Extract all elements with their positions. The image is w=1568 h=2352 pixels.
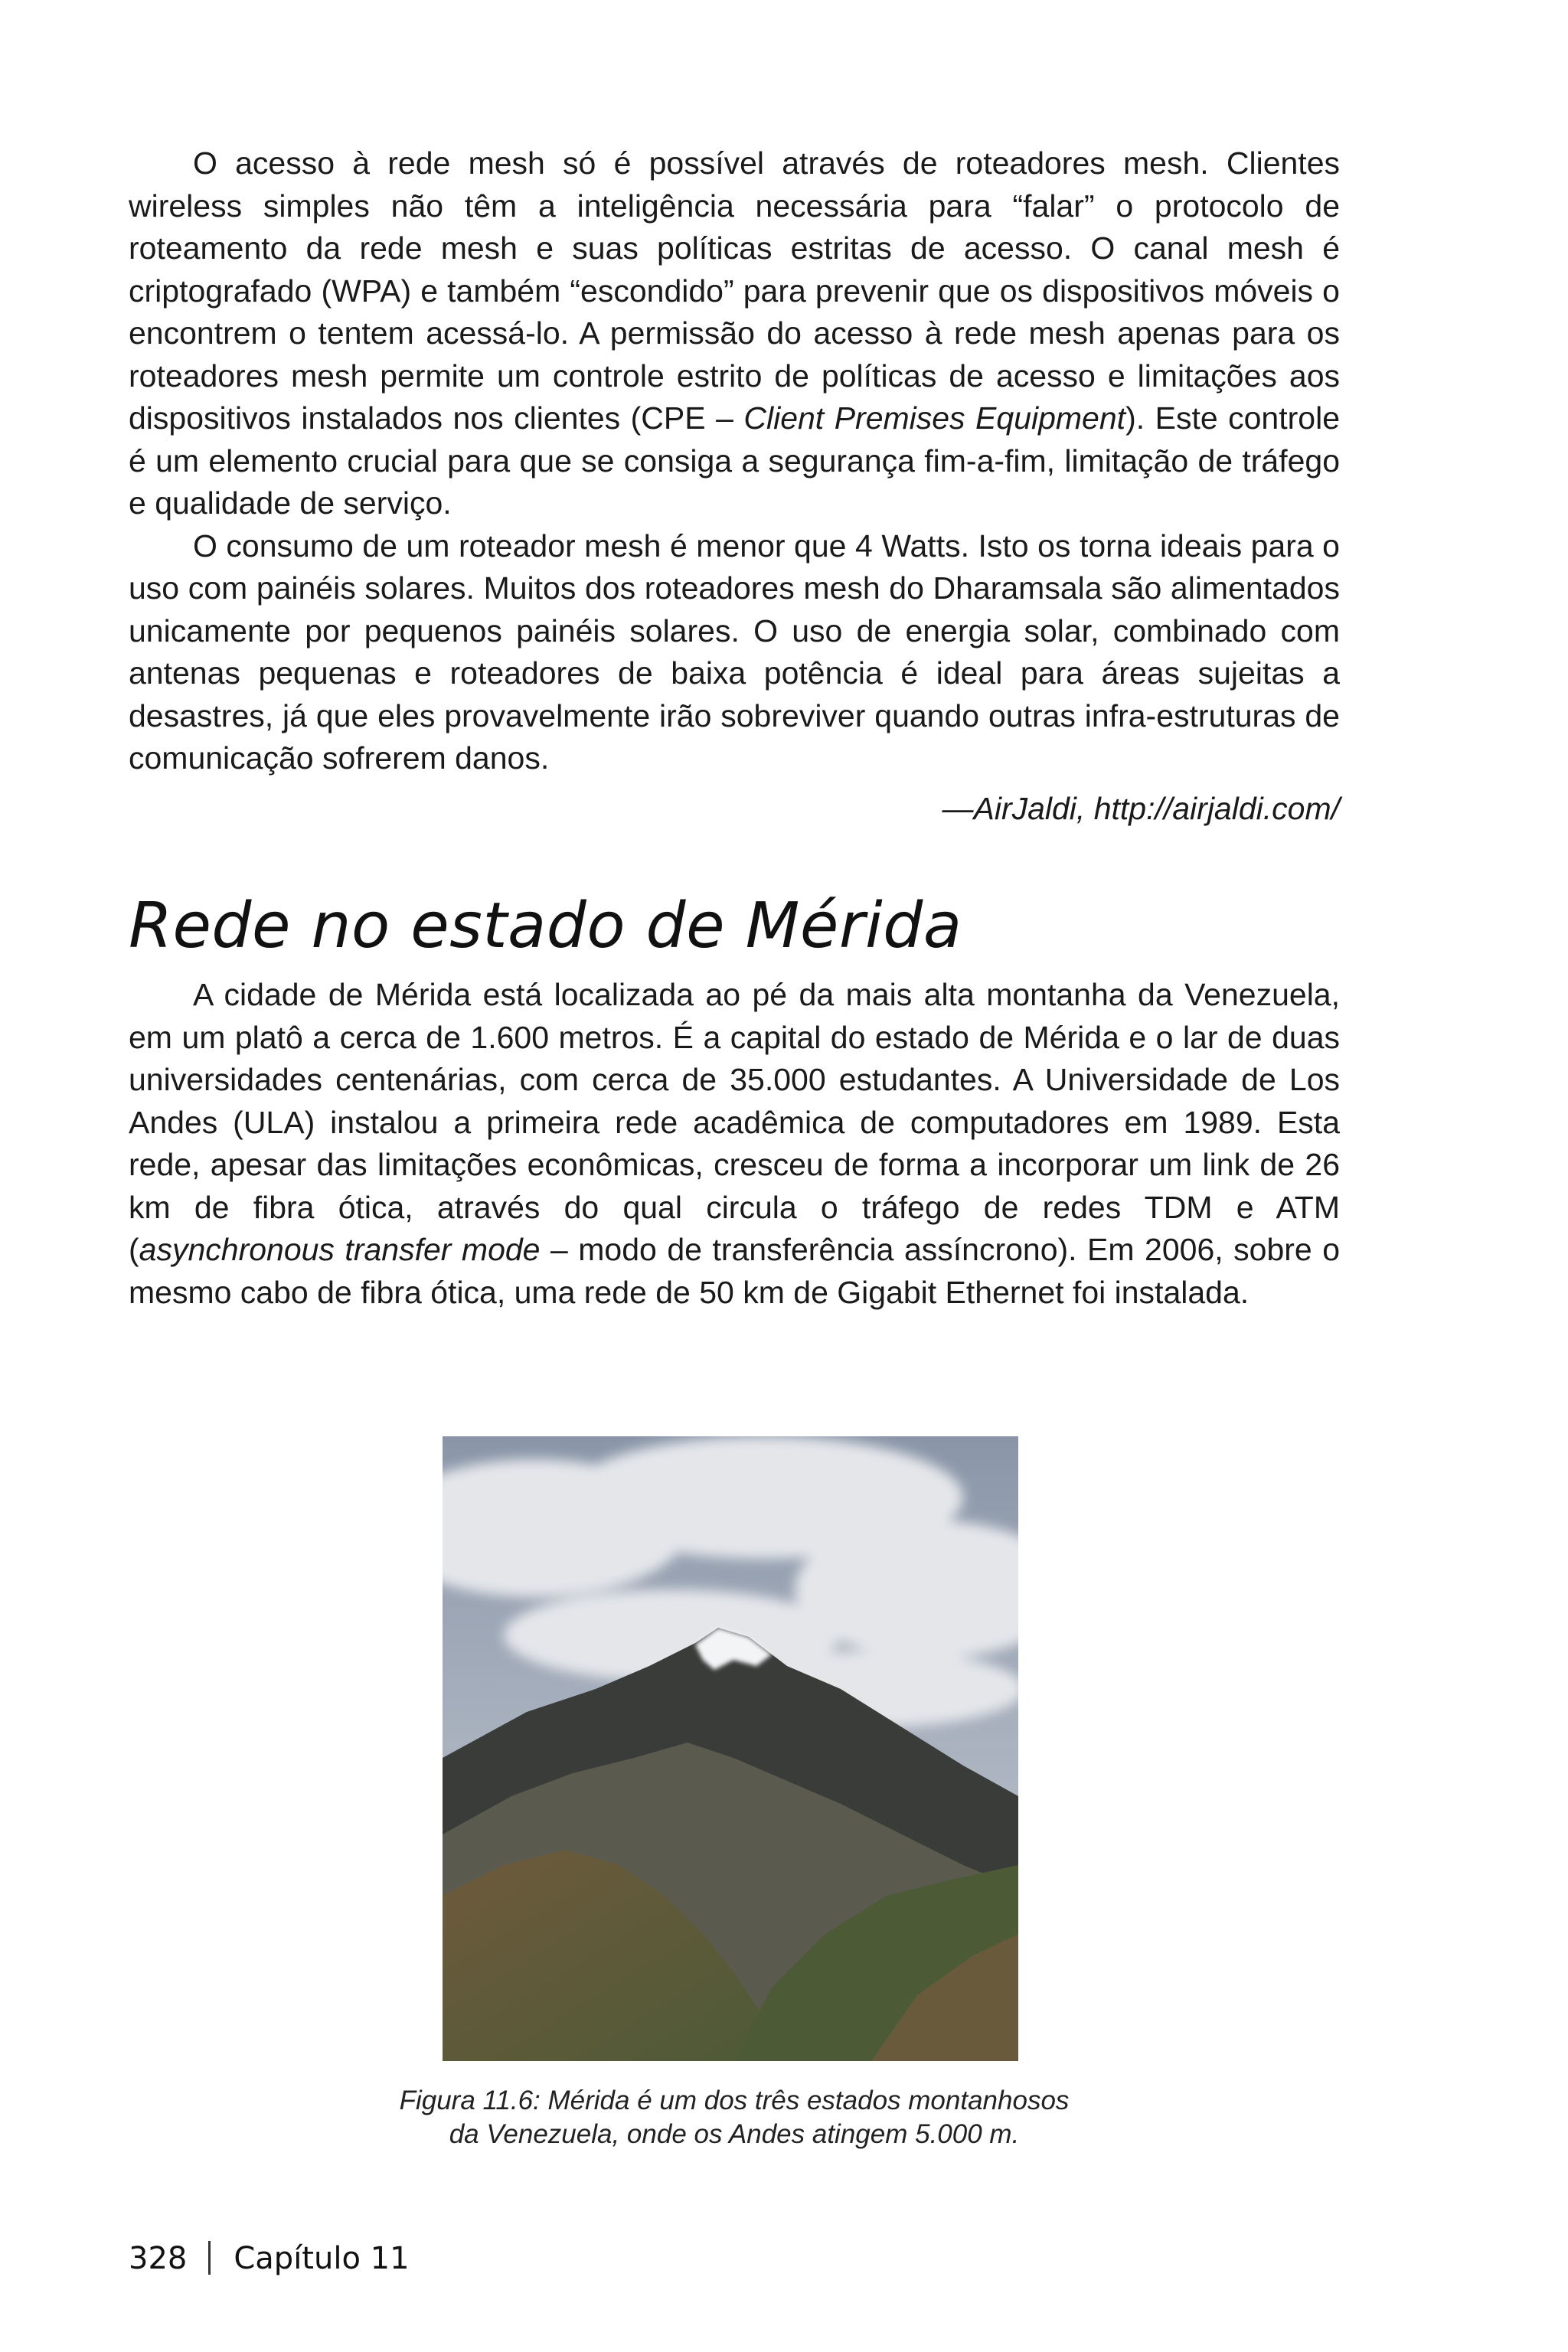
italic-term: Client Premises Equipment [743,400,1126,436]
page-footer [129,2240,410,2277]
mountain-photo [443,1436,1018,2061]
attribution: —AirJaldi, http://airjaldi.com/ [942,790,1340,826]
caption-line-2: da Venezuela, onde os Andes atingem 5.000 m. [449,2119,1020,2149]
italic-term: asynchronous transfer mode [139,1232,541,1267]
chapter-label: Capítulo 11 [234,2241,410,2276]
mountain-illustration [443,1436,1018,2061]
footer-separator [208,2241,211,2275]
section-title: Rede no estado de Mérida [129,890,962,962]
paragraph-text: O acesso à rede mesh só é possível através de roteadores mesh. Clientes wireless simples não têm a inteligência necessária para “falar” o protocolo de roteamento da rede mesh e suas políticas estritas de acesso. O canal mesh é criptografado (WPA) e também “escondido” para prevenir que os dispositivos móveis o encontrem o tentem acessá-lo. A permissão do acesso à rede mesh apenas para os roteadores mesh permite um controle estrito de políticas de acesso e limitações aos dispositivos instalados nos clientes (CPE – [129,145,1340,436]
paragraph [129,142,1340,525]
paragraph-text: – modo de transferência assíncrono). Em 2006, sobre o mesmo cabo de fibra ótica, uma rede de 50 km de Gigabit Ethernet foi instalada. [129,1232,1341,1310]
paragraph-text: ). Este controle é um elemento crucial para que se consiga a segurança fim-a-fim, limitação de tráfego e qualidade de serviço. [129,400,1340,521]
page-body [129,142,1340,1314]
paragraph-text: O consumo de um roteador mesh é menor que 4 Watts. Isto os torna ideais para o uso com painéis solares. Muitos dos roteadores mesh do Dharamsala são alimentados unicamente por pequenos painéis solares. O uso de energia solar, combinado com antenas pequenas e roteadores de baixa potência é ideal para áreas sujeitas a desastres, já que eles provavelmente irão sobreviver quando outras infra-estruturas de comunicação sofrerem danos. [129,528,1340,776]
page-number: 328 [129,2241,188,2276]
top-paragraphs [129,142,1340,780]
section-paragraphs [129,974,1340,1314]
caption-line-1: Figura 11.6: Mérida é um dos três estados montanhosos [399,2086,1070,2115]
paragraph-text: A cidade de Mérida está localizada ao pé da mais alta montanha da Venezuela, em um platô a cerca de 1.600 metros. É a capital do estado de Mérida e o lar de duas universidades centenárias, com cerca de 35.000 estudantes. A Universidade de Los Andes (ULA) instalou a primeira rede acadêmica de computadores em 1989. Esta rede, apesar das limitações econômicas, cresceu de forma a incorporar um link de 26 km de fibra ótica, através do qual circula o tráfego de redes TDM e ATM ( [129,977,1340,1267]
paragraph [129,525,1340,780]
paragraph [129,974,1340,1314]
figure-caption [129,2084,1340,2151]
